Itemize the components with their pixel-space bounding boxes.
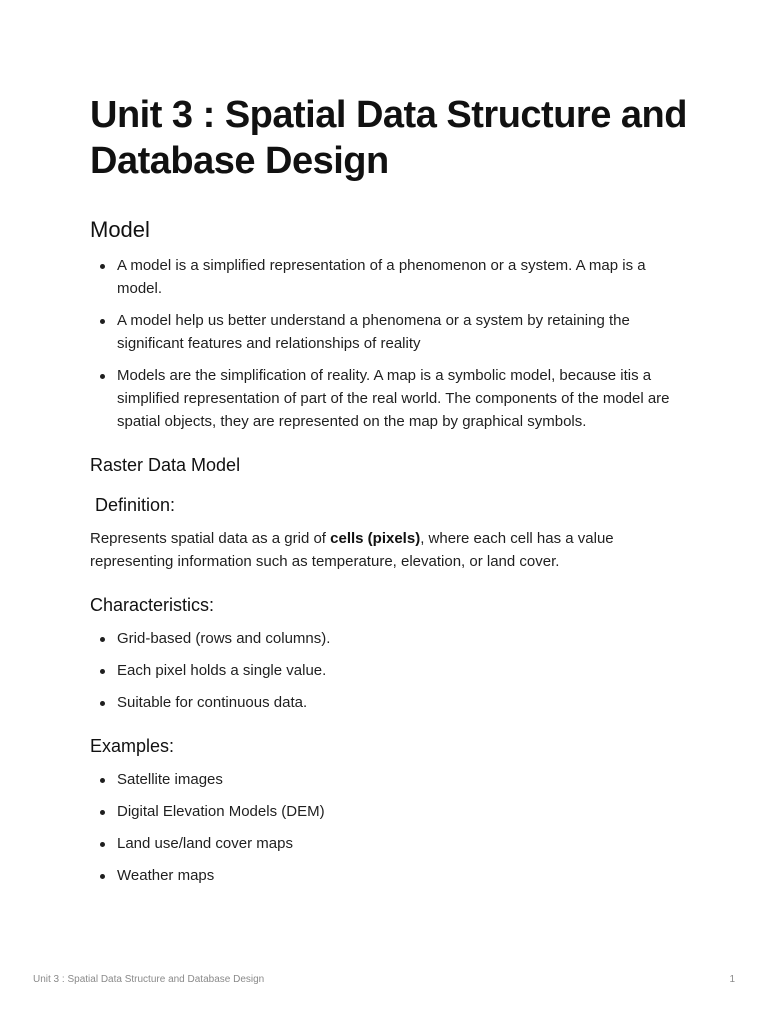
definition-heading: Definition: bbox=[90, 495, 176, 515]
document-title: Unit 3 : Spatial Data Structure and Database Design bbox=[90, 94, 687, 182]
bullet-icon bbox=[100, 810, 105, 815]
list-item: A model is a simplified representation of a phenomenon or a system. A map is a model. bbox=[90, 254, 690, 300]
bullet-icon bbox=[100, 701, 105, 706]
list-item: Grid-based (rows and columns). bbox=[90, 627, 690, 650]
list-item: Satellite images bbox=[90, 768, 690, 791]
list-item: Land use/land cover maps bbox=[90, 832, 690, 855]
bullet-icon bbox=[100, 374, 105, 379]
list-item: Each pixel holds a single value. bbox=[90, 659, 690, 682]
bullet-icon bbox=[100, 842, 105, 847]
page-number: 1 bbox=[729, 974, 735, 985]
section-heading-model: Model bbox=[90, 217, 150, 242]
list-item: Suitable for continuous data. bbox=[90, 691, 690, 714]
footer-title: Unit 3 : Spatial Data Structure and Database Design bbox=[33, 974, 265, 985]
bullet-icon bbox=[100, 874, 105, 879]
bullet-icon bbox=[100, 637, 105, 642]
bullet-icon bbox=[100, 778, 105, 783]
bullet-icon bbox=[100, 669, 105, 674]
definition-text: Represents spatial data as a grid of cells (pixels), where each cell has a value representing information such as temperature, elevation, or land cover. bbox=[90, 530, 614, 570]
page-footer bbox=[33, 974, 735, 985]
list-item: Models are the simplification of reality. A map is a symbolic model, because itis a simplified representation of part of the real world. The components of the model are spatial objects, they are represented on the map by graphical symbols. bbox=[90, 364, 690, 433]
document-page bbox=[90, 92, 690, 896]
characteristics-heading: Characteristics: bbox=[90, 595, 215, 615]
examples-heading: Examples: bbox=[90, 736, 175, 756]
characteristics-list bbox=[90, 627, 690, 714]
list-item: A model help us better understand a phenomena or a system by retaining the significant features and relationships of reality bbox=[90, 309, 690, 355]
list-item: Digital Elevation Models (DEM) bbox=[90, 800, 690, 823]
list-item: Weather maps bbox=[90, 864, 690, 887]
definition-bold-term: cells (pixels) bbox=[330, 530, 421, 547]
bullet-icon bbox=[100, 264, 105, 269]
bullet-icon bbox=[100, 319, 105, 324]
section-heading-raster: Raster Data Model bbox=[90, 455, 241, 475]
examples-list bbox=[90, 768, 690, 887]
model-list bbox=[90, 254, 690, 433]
